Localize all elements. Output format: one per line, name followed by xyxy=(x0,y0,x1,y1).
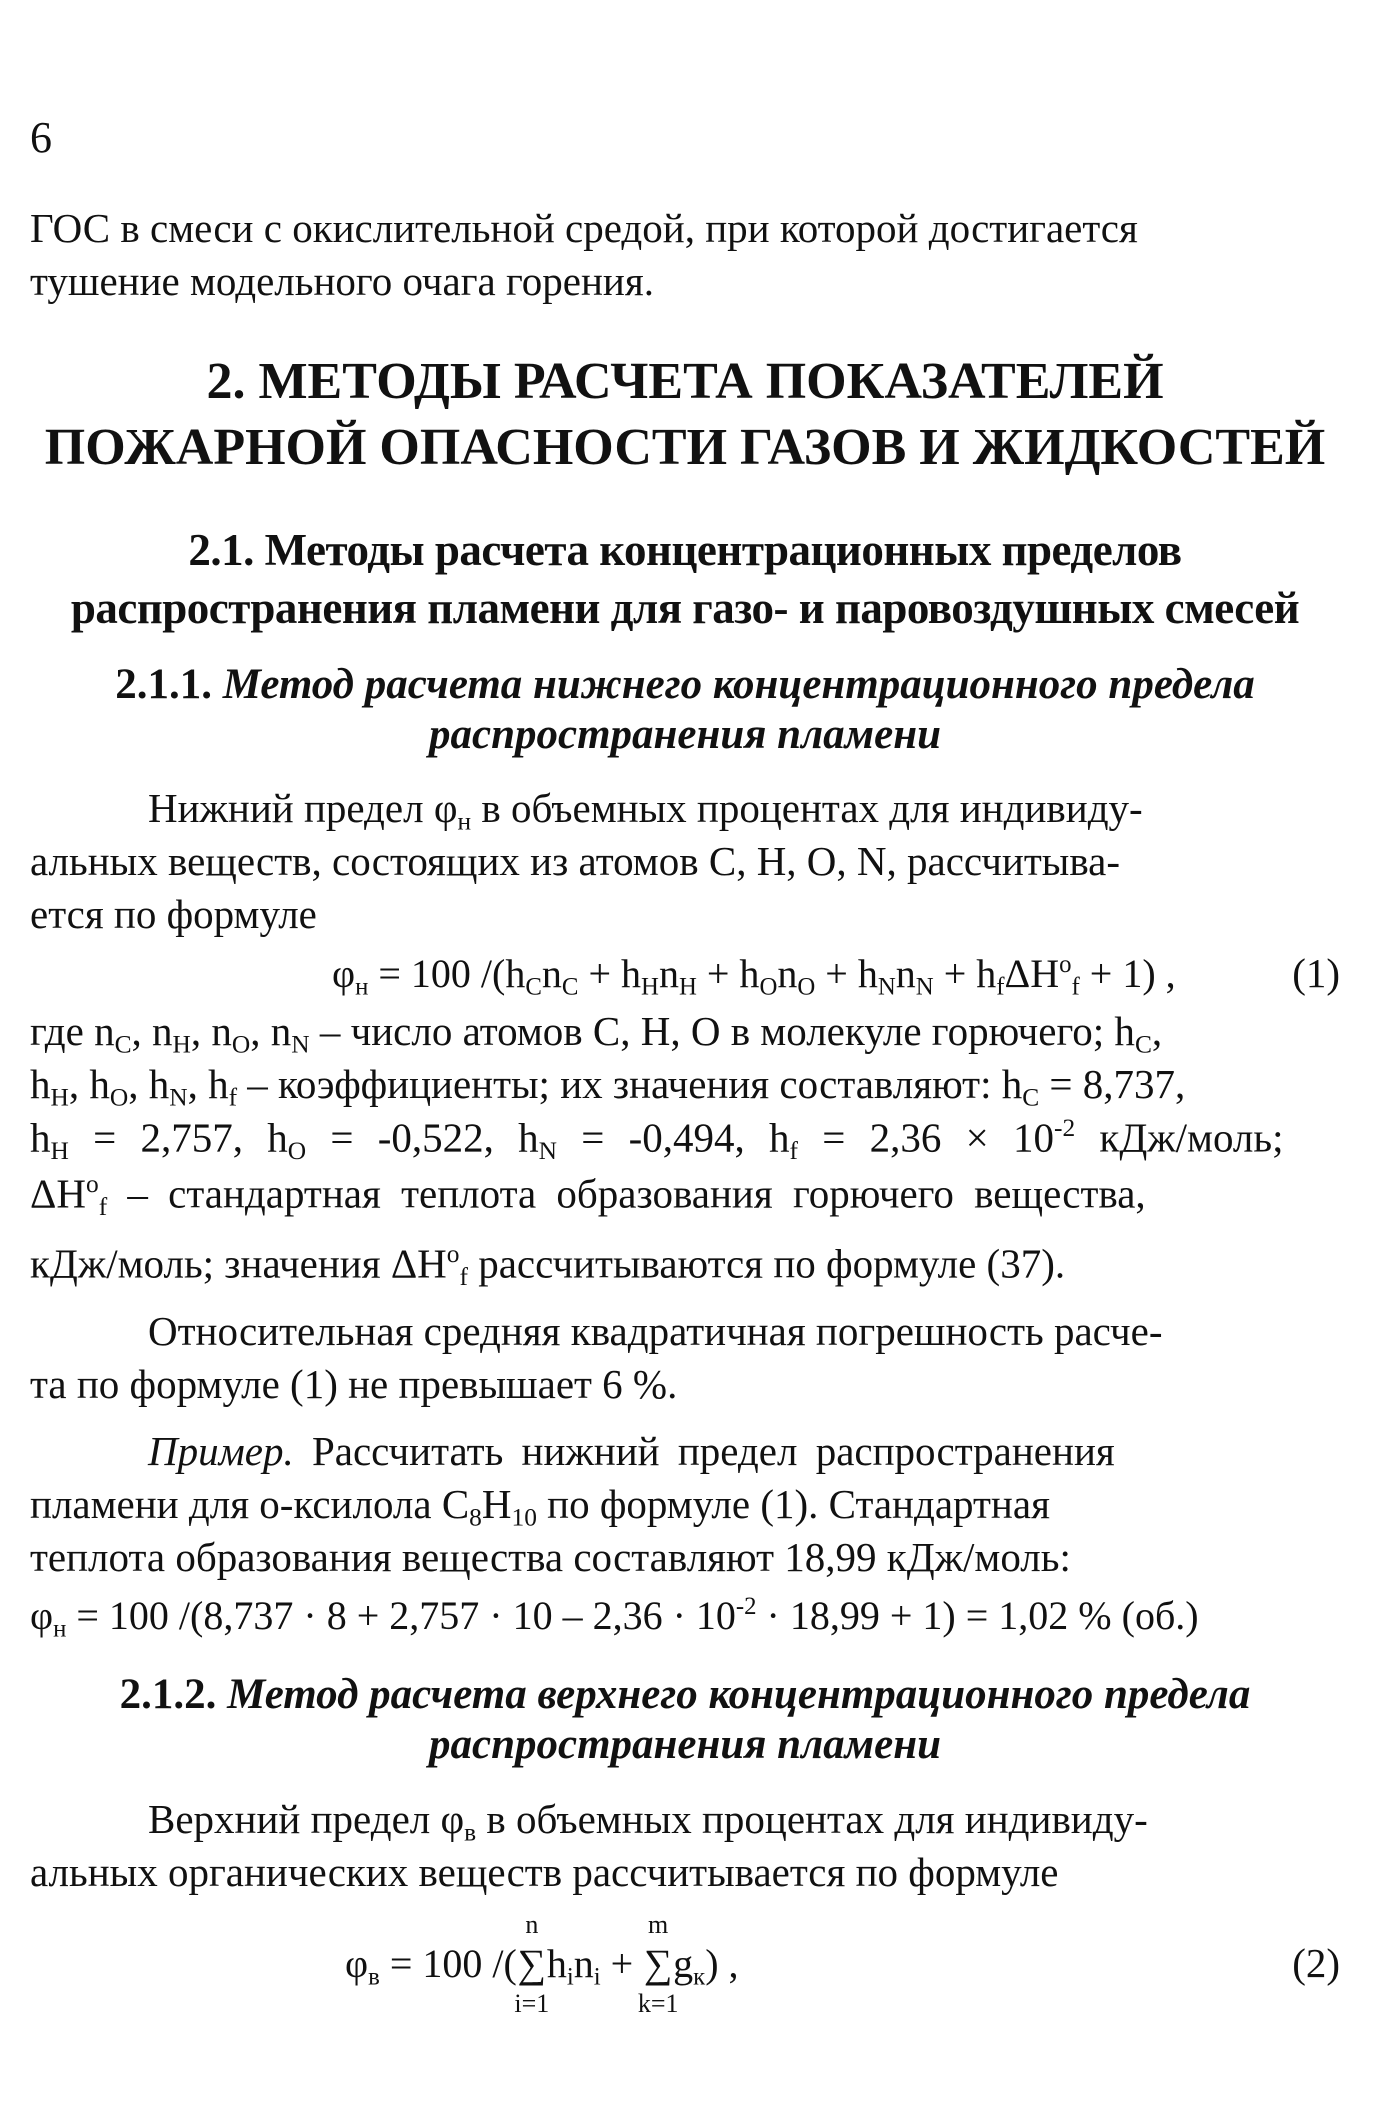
phi-lower-symbol: $\varphi_н$ xyxy=(433,785,472,836)
example-line-2: пламени для о-ксилола $С_8H_{10}$ по формуле (1). Стандартная xyxy=(30,1481,1050,1532)
where-line-1: где $n_C$, $n_H$, $n_O$, $n_N$ – число атомов С, Н, О в молекуле горючего; $h_C$, xyxy=(30,1008,1163,1059)
section-2-1-2-title: Метод расчета верхнего концентрационного предела xyxy=(227,1671,1251,1718)
paragraph-upper-limit-line-1: Верхний предел $\varphi_в$ в объемных процентах для индивиду- xyxy=(148,1796,1148,1847)
paragraph-upper-limit-line-2: альных органических веществ рассчитывается по формуле xyxy=(30,1849,1059,1895)
section-2-1-1-heading-line-1 xyxy=(30,660,1340,709)
sum-i-symbol: n ∑ i=1 xyxy=(514,1910,550,2018)
delta-h-line-1: $\Delta H^o_f$ – стандартная теплота образования горючего вещества, xyxy=(30,1170,1146,1221)
section-2-1-2-heading-line-2: распространения пламени xyxy=(429,1721,941,1768)
page-number: 6 xyxy=(30,113,52,162)
phi-upper-symbol: $\varphi_в$ xyxy=(440,1796,477,1847)
example-line-3: теплота образования вещества составляют 18,99 кДж/моль: xyxy=(30,1534,1071,1580)
section-2-1-heading-line-2: распространения пламени для газо- и паровоздушных смесей xyxy=(70,583,1300,633)
paragraph-lower-limit-line-2: альных веществ, состоящих из атомов С, Н, О, N, рассчитыва- xyxy=(30,838,1120,884)
where-line-2: $h_H$, $h_O$, $h_N$, $h_f$ – коэффициенты; их значения составляют: $h_C = 8,737$, xyxy=(30,1061,1186,1112)
delta-h-line-2: кДж/моль; значения $\Delta H^o_f$ рассчитываются по формуле (37). xyxy=(30,1240,1066,1291)
equation-number-1: (1) xyxy=(1292,950,1340,996)
formula-1: $\varphi_н = 100$ $/(h_Cn_C + h_Hn_H + h_On_O + h_Nn_N + h_f\Delta H^o_f + 1)$ , xyxy=(332,951,1176,1001)
paragraph-lower-limit-line-3: ется по формуле xyxy=(30,891,317,937)
section-2-1-1-number: 2.1.1. xyxy=(115,661,212,708)
intro-line-2: тушение модельного очага горения. xyxy=(30,258,654,304)
section-2-1-2-number: 2.1.2. xyxy=(119,1671,217,1718)
section-2-heading-line-1: 2. МЕТОДЫ РАСЧЕТА ПОКАЗАТЕЛЕЙ xyxy=(206,353,1164,410)
section-2-heading-line-2: ПОЖАРНОЙ ОПАСНОСТИ ГАЗОВ И ЖИДКОСТЕЙ xyxy=(44,419,1326,476)
example-calculation: $\varphi_н = 100$ $/(8,737 \cdot 8 + 2,757 \cdot 10 - 2,36 \cdot 10^{-2} \cdot 18,99 + 1) = 1,02$ % (об.) xyxy=(30,1593,1199,1643)
example-line-1: Пример. Рассчитать нижний предел распространения xyxy=(148,1428,1115,1474)
section-2-1-1-title: Метод расчета нижнего концентрационного предела xyxy=(222,661,1255,708)
section-2-1-heading-line-1: 2.1. Методы расчета концентрационных пределов xyxy=(188,525,1182,575)
where-line-3: $h_H = 2,757$, $h_O = -0,522$, $h_N = -0,494$, $h_f = 2,36 \times 10^{-2}$ кДж/моль; xyxy=(30,1114,1284,1165)
section-2-1-2-heading-line-1 xyxy=(30,1670,1340,1719)
sum-k-symbol: m ∑ k=1 xyxy=(637,1910,679,2018)
intro-line-1: ГОС в смеси с окислительной средой, при которой достигается xyxy=(30,205,1138,251)
error-line-1: Относительная средняя квадратичная погрешность расче- xyxy=(148,1308,1163,1354)
equation-number-2: (2) xyxy=(1292,1940,1340,1986)
paragraph-lower-limit-line-1: Нижний предел $\varphi_н$ в объемных процентах для индивиду- xyxy=(148,785,1143,836)
formula-2: $\varphi_в = 100$ /( n ∑ i=1 $h_in_i$ + m ∑ k=1 $g_к$) , xyxy=(345,1910,739,2018)
example-label: Пример. xyxy=(148,1428,294,1474)
error-line-2: та по формуле (1) не превышает 6 %. xyxy=(30,1361,678,1407)
section-2-1-1-heading-line-2: распространения пламени xyxy=(429,711,941,758)
